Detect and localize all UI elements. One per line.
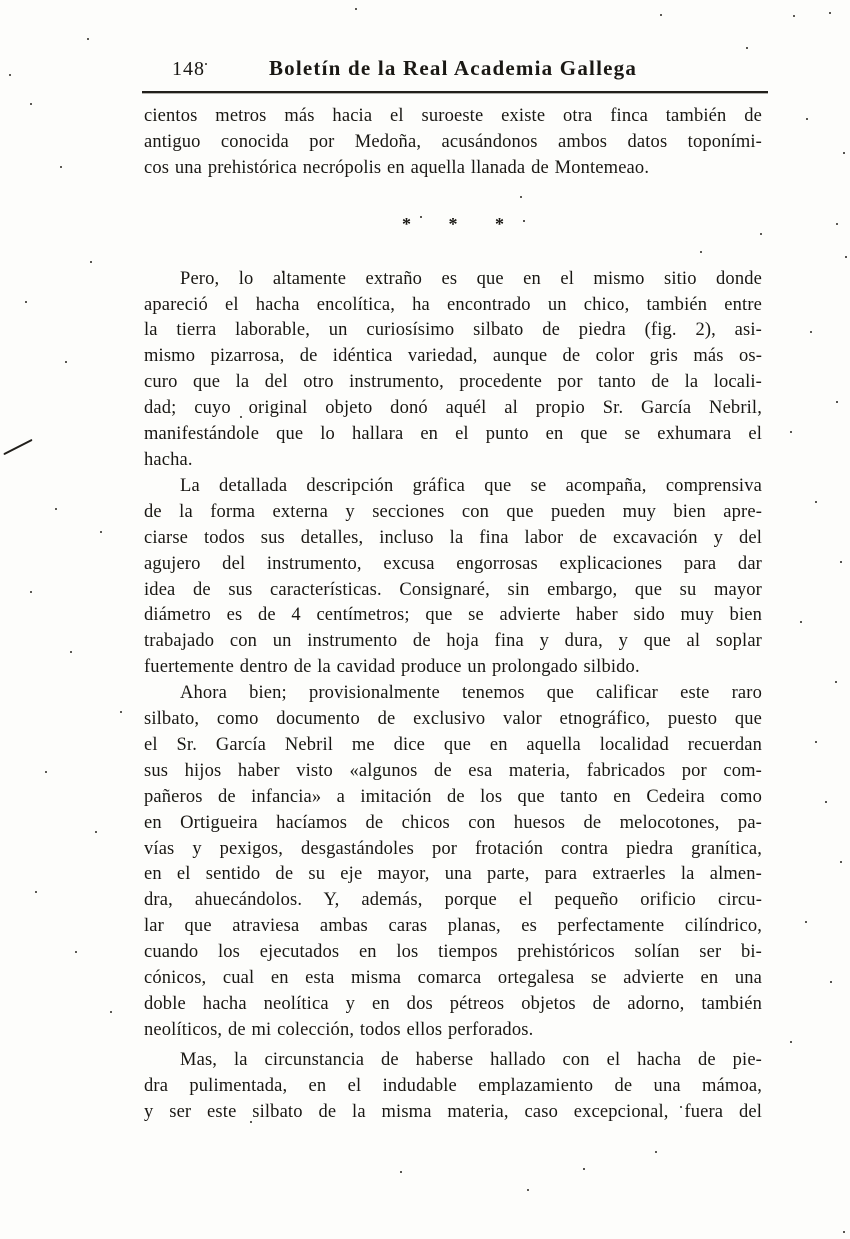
header-rule [142, 91, 768, 93]
paragraph [144, 267, 762, 474]
text-line: ciarse todos sus detalles, incluso la fina labor de excavación y del [144, 527, 762, 548]
text-line: vías y pexigos, desgastándoles por frotación contra piedra granítica, [144, 838, 762, 859]
section-separator: * * * [402, 213, 520, 234]
text-line: la tierra laborable, un curiosísimo silbato de piedra (fig. 2), asi- [144, 320, 762, 341]
text-line: silbato, como documento de exclusivo valor etnográfico, puesto que [144, 709, 762, 730]
text-line: dad; cuyo original objeto donó aquél al propio Sr. García Nebril, [144, 398, 762, 419]
paragraph [144, 681, 762, 1044]
text-line: y ser este silbato de la misma materia, caso excepcional, fuera del [144, 1101, 762, 1122]
text-line: mismo pizarrosa, de idéntica variedad, aunque de color gris más os- [144, 346, 762, 367]
text-line: doble hacha neolítica y en dos pétreos objetos de adorno, también [144, 994, 762, 1014]
text-line: antiguo conocida por Medoña, acusándonos ambos datos toponími- [144, 131, 762, 152]
journal-title: Boletín de la Real Academia Gallega [268, 56, 638, 80]
text-line: neolíticos, de mi colección, todos ellos perforados. [144, 1019, 534, 1040]
text-line: manifestándole que lo hallara en el punto en que se exhumara el [144, 424, 762, 445]
text-line: agujero del instrumento, excusa engorrosas explicaciones para dar [144, 553, 762, 574]
paragraph [144, 104, 762, 182]
text-line: cos una prehistórica necrópolis en aquella llanada de Montemeao. [144, 157, 650, 178]
text-line: lar que atraviesa ambas caras planas, es perfectamente cilíndrico, [144, 916, 762, 937]
text-line: diámetro es de 4 centímetros; que se advierte haber sido muy bien [144, 605, 762, 626]
text-line: en Ortigueira hacíamos de chicos con huesos de melocotones, pa- [144, 812, 762, 833]
text-line: Mas, la circunstancia de haberse hallado con el hacha de pie- [180, 1049, 762, 1070]
running-header [0, 56, 850, 90]
page-body [144, 104, 762, 1126]
text-line: La detallada descripción gráfica que se acompaña, comprensiva [180, 475, 762, 496]
page-number: 148 [172, 58, 205, 80]
text-line: idea de sus características. Consignaré, sin embargo, que su mayor [144, 579, 762, 600]
text-line: Ahora bien; provisionalmente tenemos que calificar este raro [180, 683, 762, 704]
text-line: dra pulimentada, en el indudable emplazamiento de una mámoa, [144, 1075, 762, 1096]
text-line: hacha. [144, 449, 193, 470]
text-line: fuertemente dentro de la cavidad produce un prolongado silbido. [144, 657, 640, 678]
text-line: dra, ahuecándolos. Y, además, porque el pequeño orificio circu- [144, 890, 762, 911]
text-line: curo que la del otro instrumento, procedente por tanto de la locali- [144, 372, 762, 393]
text-line: el Sr. García Nebril me dice que en aquella localidad recuerdan [144, 734, 762, 755]
scan-noise-specks [0, 0, 2, 2]
text-line: pañeros de infancia» a imitación de los que tanto en Cedeira como [144, 786, 762, 807]
text-line: trabajado con un instrumento de hoja fina y dura, y que al soplar [144, 631, 762, 652]
text-line: de la forma externa y secciones con que pueden muy bien apre- [144, 501, 762, 522]
text-line: apareció el hacha encolítica, ha encontrado un chico, también entre [144, 294, 762, 315]
paragraph [144, 474, 762, 681]
text-line: Pero, lo altamente extraño es que en el mismo sitio donde [180, 268, 762, 289]
text-line: sus hijos haber visto «algunos de esa materia, fabricados por com- [144, 760, 762, 781]
margin-pencil-mark [3, 439, 33, 456]
text-line: cónicos, cual en esta misma comarca ortegalesa se advierte en una [144, 968, 762, 989]
text-line: en el sentido de su eje mayor, una parte, para extraerles la almen- [144, 864, 762, 885]
paragraph [144, 1048, 762, 1126]
text-line: cuando los ejecutados en los tiempos prehistóricos solían ser bi- [144, 942, 762, 963]
text-line: cientos metros más hacia el suroeste existe otra finca también de [144, 106, 762, 126]
